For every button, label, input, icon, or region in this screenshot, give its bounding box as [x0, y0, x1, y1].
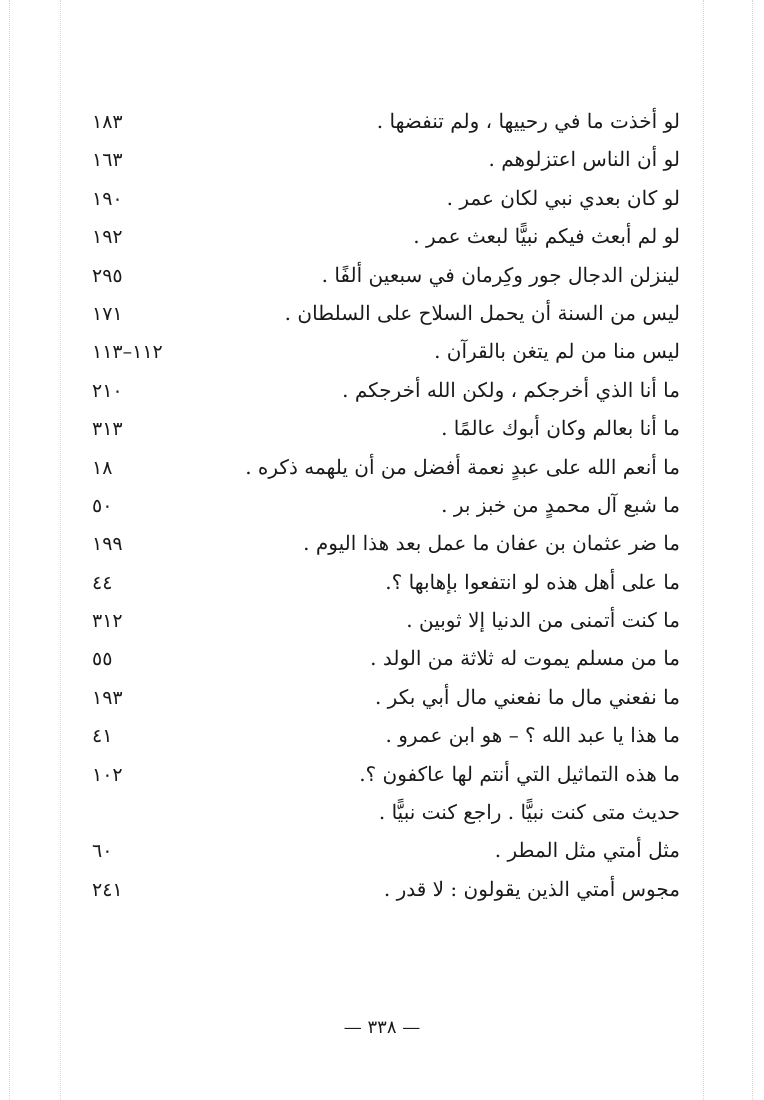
scan-guide-line: [752, 0, 753, 1100]
index-entry: [80, 717, 680, 755]
index-entry: [80, 487, 680, 525]
entry-page-number: ٥٠: [92, 494, 113, 517]
entry-page-number: ١١٢–١١٣: [92, 341, 163, 364]
index-entry: [80, 103, 680, 141]
entry-text: ليس منا من لم يتغن بالقرآن .: [434, 339, 680, 364]
entry-page-number: ١٦٣: [92, 149, 123, 172]
index-entry: [80, 871, 680, 909]
entry-page-number: ١٩٩: [92, 533, 123, 556]
index-entry: [80, 640, 680, 678]
index-entry: [80, 218, 680, 256]
entry-text: مجوس أمتي الذين يقولون : لا قدر .: [383, 876, 680, 901]
entry-page-number: ٥٥: [92, 648, 113, 671]
index-entry: [80, 602, 680, 640]
index-entry: [80, 410, 680, 448]
entry-text: حديث متى كنت نبيًّا . راجع كنت نبيًّا .: [378, 800, 680, 825]
entry-page-number: ١٩٣: [92, 686, 123, 709]
index-entry: [80, 756, 680, 794]
entry-text: ما كنت أتمنى من الدنيا إلا ثوبين .: [406, 608, 680, 633]
entry-page-number: ٣١٢: [92, 610, 123, 633]
entry-text: ما أنعم الله على عبدٍ نعمة أفضل من أن يلهمه ذكره .: [245, 454, 680, 479]
index-entry: [80, 679, 680, 717]
entry-text: ما هذا يا عبد الله ؟ – هو ابن عمرو .: [385, 723, 680, 748]
entry-text: ما من مسلم يموت له ثلاثة من الولد .: [370, 646, 680, 671]
entry-page-number: ٤١: [92, 725, 113, 748]
index-entry: [80, 295, 680, 333]
entry-text: لو لم أبعث فيكم نبيًّا لبعث عمر .: [413, 224, 680, 249]
entry-text: ما أنا بعالم وكان أبوك عالمًا .: [441, 416, 680, 441]
entry-text: مثل أمتي مثل المطر .: [494, 838, 680, 863]
index-entry: [80, 564, 680, 602]
scan-guide-line: [9, 0, 10, 1100]
index-entry: [80, 180, 680, 218]
entry-page-number: ٦٠: [92, 840, 113, 863]
entry-page-number: ١٩٢: [92, 226, 123, 249]
entry-page-number: ١٨: [92, 456, 113, 479]
scan-guide-line: [60, 0, 61, 1100]
entry-page-number: ١٨٣: [92, 111, 123, 133]
entry-page-number: ٢١٠: [92, 379, 123, 402]
page-number-footer: — ٣٣٨ —: [343, 1017, 421, 1038]
entry-text: ما شبع آل محمدٍ من خبز بر .: [441, 492, 680, 517]
entry-page-number: ١٠٢: [92, 763, 123, 786]
entry-text: ما ضر عثمان بن عفان ما عمل بعد هذا اليوم .: [303, 531, 680, 556]
entry-text: لو أخذت ما في رحييها ، ولم تنفضها .: [376, 109, 680, 133]
entry-page-number: ١٩٠: [92, 187, 123, 210]
entry-text: ما نفعني مال ما نفعني مال أبي بكر .: [374, 684, 680, 709]
hadith-index-list: [80, 103, 680, 909]
index-entry: [80, 141, 680, 179]
entry-text: ما هذه التماثيل التي أنتم لها عاكفون ؟.: [359, 761, 680, 786]
entry-text: لو أن الناس اعتزلوهم .: [488, 147, 680, 172]
entry-page-number: ٢٩٥: [92, 264, 123, 287]
index-entry: [80, 449, 680, 487]
entry-page-number: ٤٤: [92, 571, 113, 594]
entry-page-number: ٢٤١: [92, 878, 123, 901]
entry-text: لو كان بعدي نبي لكان عمر .: [446, 185, 680, 210]
index-entry: [80, 372, 680, 410]
index-entry: [80, 525, 680, 563]
entry-text: ما أنا الذي أخرجكم ، ولكن الله أخرجكم .: [342, 377, 680, 402]
index-entry: [80, 333, 680, 371]
entry-page-number: ١٧١: [92, 302, 123, 325]
entry-text: ما على أهل هذه لو انتفعوا بإهابها ؟.: [385, 569, 680, 594]
index-entry: [80, 832, 680, 870]
entry-page-number: ٣١٣: [92, 418, 123, 441]
entry-text: ليس من السنة أن يحمل السلاح على السلطان .: [284, 300, 680, 325]
scan-guide-line: [703, 0, 704, 1100]
entry-text: لينزلن الدجال جور وكِرمان في سبعين ألفًا .: [321, 262, 680, 287]
index-entry: [80, 257, 680, 295]
index-entry: [80, 794, 680, 832]
